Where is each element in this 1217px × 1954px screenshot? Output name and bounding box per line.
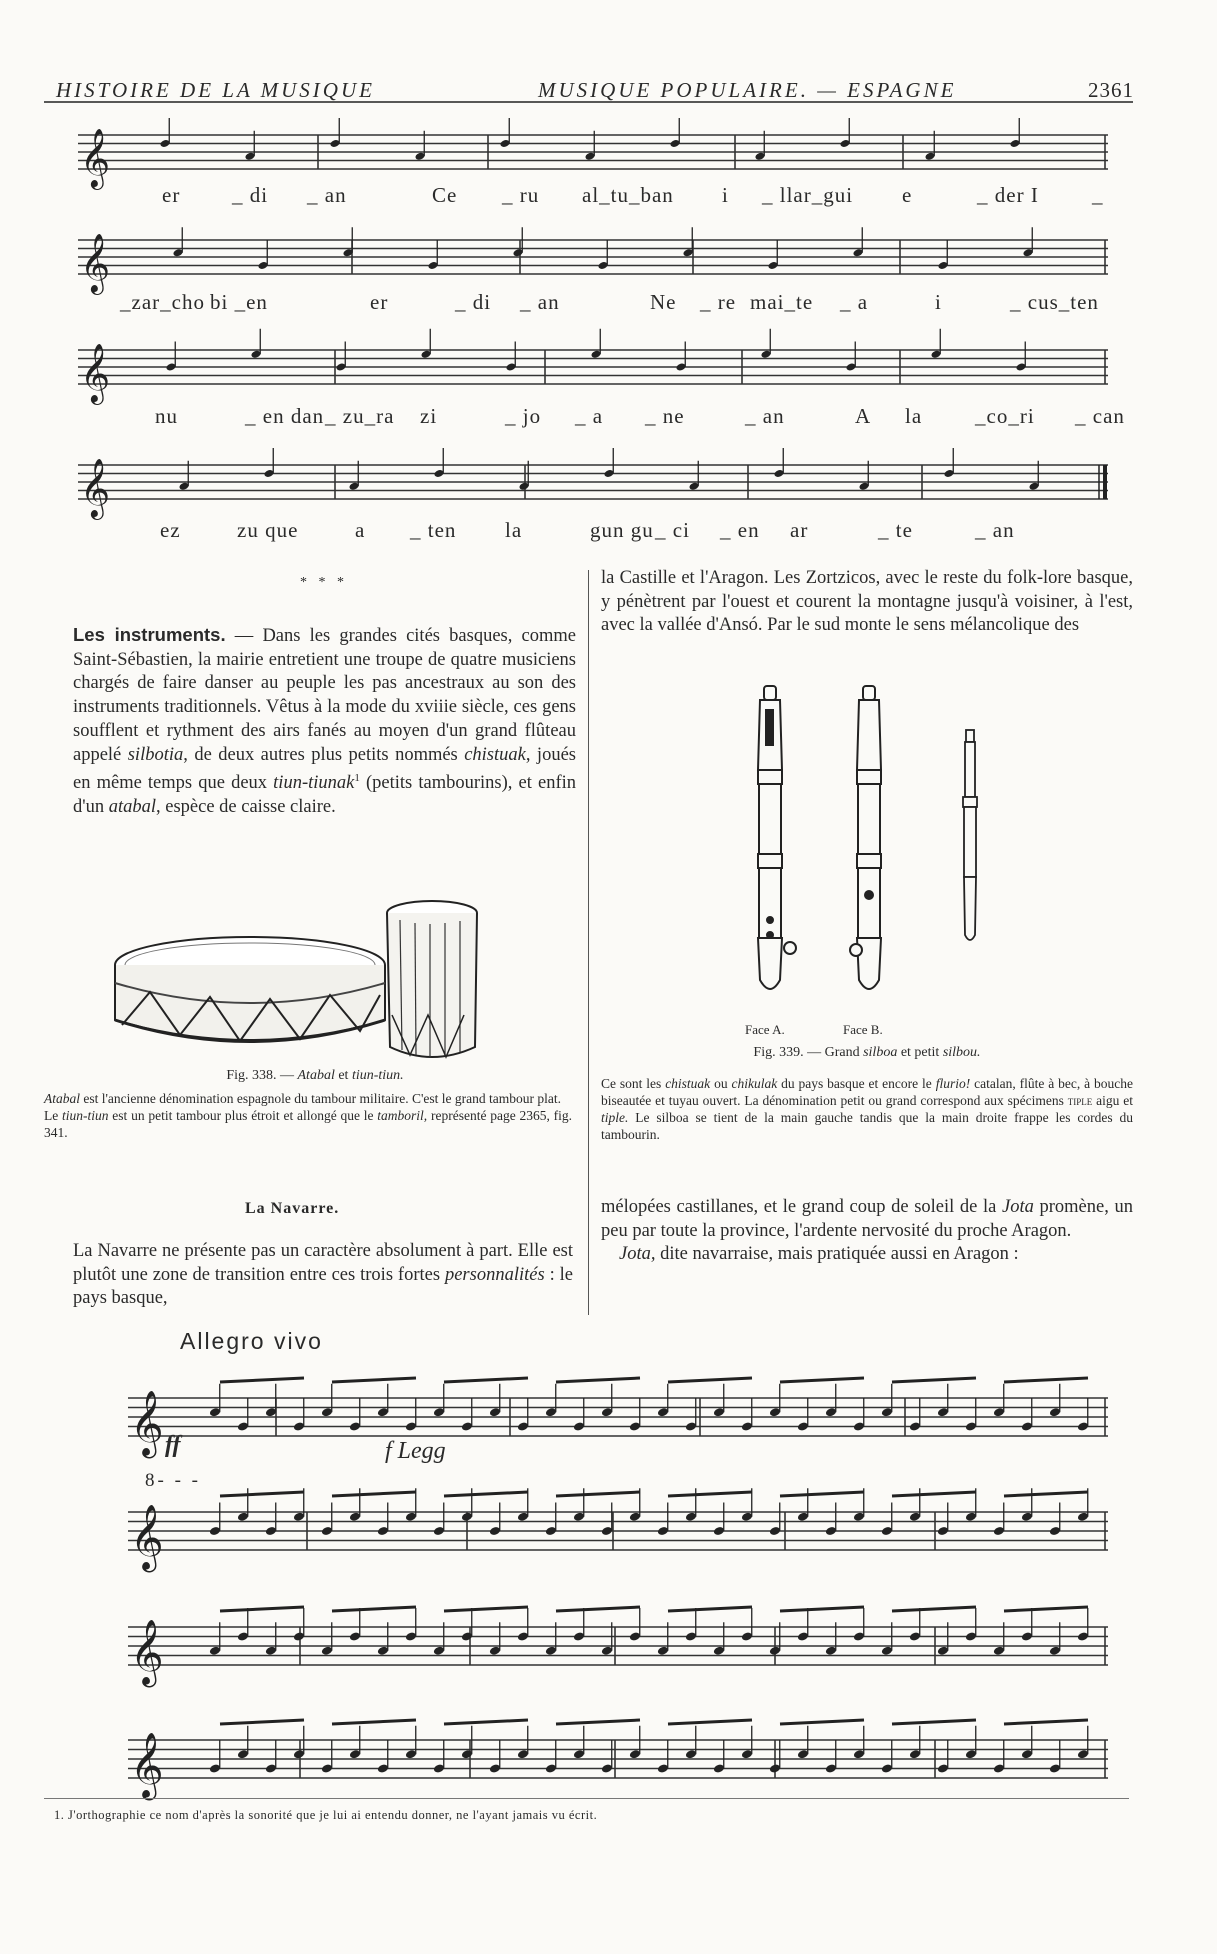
svg-text:𝄞: 𝄞 bbox=[130, 1732, 164, 1798]
right-paragraph-1: la Castille et l'Aragon. Les Zortzicos, avec le reste du folk-lore basque, y pénètrent par l'ouest et courent la montagne jusqu'à voisiner, à l'est, avec la vallée d'Ansó. Par le sud monte le sens mélancolique des bbox=[601, 568, 1133, 636]
lyric-syllable: _ an bbox=[307, 183, 347, 207]
lyric-syllable: mai_te bbox=[750, 290, 814, 314]
fig339-caption: Ce sont les chistuak ou chikulak du pays basque et encore le flurio! catalan, flûte à bec, à bouche biseautée et tuyau ouvert. La dénomination petit ou grand correspond aux spécimens tiple aigu et tiple. Le silboa se tient de la main gauche tandis que la main droite frappe les cordes du tambourin. bbox=[601, 1076, 1133, 1142]
jota-staff-1 bbox=[128, 1390, 1108, 1459]
beam bbox=[668, 1492, 752, 1496]
jota-notes-3 bbox=[209, 1608, 1089, 1656]
beam bbox=[1004, 1720, 1088, 1724]
lyric-syllable: bi _en bbox=[210, 290, 268, 314]
beam bbox=[780, 1607, 864, 1611]
lyric-syllable: i bbox=[722, 183, 729, 207]
lyric-syllable: la bbox=[505, 518, 523, 542]
beam bbox=[332, 1607, 416, 1611]
beam bbox=[892, 1492, 976, 1496]
beam bbox=[220, 1607, 304, 1611]
face-a-label: Face A. bbox=[745, 1022, 785, 1037]
lyric-syllable: a bbox=[355, 518, 366, 542]
lyric-syllable: nu bbox=[155, 404, 178, 428]
lyric-syllable: _ jo bbox=[505, 404, 542, 428]
beam bbox=[444, 1720, 528, 1724]
lyric-syllable: _ an bbox=[520, 290, 560, 314]
flutes-illustration bbox=[730, 680, 1030, 1000]
navarre-heading: La Navarre. bbox=[245, 1200, 340, 1217]
lyric-syllable: al_tu_ban bbox=[582, 183, 674, 207]
lyric-syllable: _ di bbox=[232, 183, 269, 207]
beam bbox=[1004, 1492, 1088, 1496]
tiun-tiun-drum bbox=[387, 901, 477, 1057]
lyric-syllable: _ der I bbox=[977, 183, 1039, 207]
lyric-syllable: _ ru bbox=[502, 183, 540, 207]
beam bbox=[780, 1492, 864, 1496]
jota-score bbox=[0, 1340, 1217, 1798]
ottava-marking: 8- - - bbox=[145, 1470, 201, 1491]
beam bbox=[220, 1720, 304, 1724]
lyric-syllable: _ llar_gui bbox=[762, 183, 854, 207]
jota-staff-3 bbox=[128, 1619, 1108, 1688]
lyric-syllable: _ te bbox=[878, 518, 913, 542]
lyric-syllable: _ di bbox=[455, 290, 492, 314]
lyric-syllable: er bbox=[162, 183, 181, 207]
beam bbox=[780, 1378, 864, 1382]
lyric-syllable: _zar_cho bbox=[120, 290, 205, 314]
beam bbox=[668, 1607, 752, 1611]
lyric-syllable: _ zu_ra bbox=[325, 404, 395, 428]
lyric-syllable: zu que bbox=[237, 518, 299, 542]
song-staff-2 bbox=[78, 234, 1108, 295]
beam bbox=[556, 1378, 640, 1382]
svg-text:𝄞: 𝄞 bbox=[80, 234, 111, 293]
right-paragraph-2: mélopées castillanes, et le grand coup de soleil de la Jota promène, un peu par toute la province, l'ardente nervosité du proche Aragon. Jota, dite navarraise, mais pratiquée aussi en Aragon : bbox=[601, 1197, 1133, 1265]
beam bbox=[556, 1492, 640, 1496]
lyric-syllable: _ an bbox=[745, 404, 785, 428]
footnote: 1. J'orthographie ce nom d'après la sonorité que je lui ai entendu donner, ne l'ayant jamais vu écrit. bbox=[54, 1808, 598, 1822]
atabal-drum bbox=[115, 937, 385, 1042]
fig338-caption: Atabal est l'ancienne dénomination espagnole du tambour militaire. C'est le grand tambour plat. Le tiun-tiun est un petit tambour plus étroit et allongé que le tamboril, représenté page 2365, fig. 341. bbox=[44, 1091, 572, 1140]
beam bbox=[332, 1378, 416, 1382]
svg-text:𝄞: 𝄞 bbox=[80, 129, 111, 188]
beam bbox=[892, 1720, 976, 1724]
silbou-small bbox=[963, 730, 977, 940]
beam bbox=[220, 1378, 304, 1382]
beam bbox=[444, 1492, 528, 1496]
lyric-syllable: A bbox=[855, 404, 872, 428]
lyric-syllable: _ cus_ten bbox=[1010, 290, 1099, 314]
lyric-syllable: _ a bbox=[575, 404, 604, 428]
beam bbox=[780, 1720, 864, 1724]
dynamic-ff: ff bbox=[165, 1432, 181, 1458]
beam bbox=[332, 1492, 416, 1496]
navarre-paragraph: La Navarre ne présente pas un caractère absolument à part. Elle est plutôt une zone de transition entre ces trois fortes personnalités : le pays basque, bbox=[73, 1241, 573, 1309]
beam bbox=[444, 1607, 528, 1611]
lyric-syllable: zi bbox=[420, 404, 438, 428]
lyric-syllable: gun gu bbox=[590, 518, 654, 542]
song-staff-1 bbox=[78, 129, 1108, 190]
lyric-syllable: _ ci bbox=[655, 518, 690, 542]
lyric-syllable: _ re bbox=[700, 290, 737, 314]
dynamic-legg: f Legg bbox=[385, 1438, 446, 1464]
lyric-syllable: Ne bbox=[650, 290, 677, 314]
lyric-syllable: _ en bbox=[720, 518, 760, 542]
lyric-syllable: la bbox=[905, 404, 923, 428]
drums-illustration bbox=[110, 895, 510, 1075]
face-b-label: Face B. bbox=[843, 1022, 883, 1037]
beam bbox=[332, 1720, 416, 1724]
instruments-paragraph: Les instruments. — Dans les grandes cités basques, comme Saint-Sébastien, la mairie entretient une troupe de quatre musiciens chargés de faire danser au peuple les pas ancestraux au son des instruments traditionnels. Vêtus à la mode du xviiie siècle, ces gens soufflent et rythment des airs fanés au moyen d'un grand flûteau appelé silbotia, de deux autres plus petits nommés chistuak, joués en même temps que deux tiun-tiunak$^1$ (petits tambourins), et enfin d'un atabal, espèce de caisse claire. bbox=[73, 624, 576, 818]
lyric-syllable: _ ten bbox=[410, 518, 457, 542]
tempo-marking: Allegro vivo bbox=[180, 1328, 323, 1354]
lyric-syllable: Ce bbox=[432, 183, 458, 207]
svg-text:𝄞: 𝄞 bbox=[130, 1390, 164, 1456]
jota-staff-2 bbox=[128, 1504, 1108, 1573]
beam bbox=[1004, 1378, 1088, 1382]
fig338-title: Fig. 338. — Atabal et tiun-tiun. bbox=[226, 1068, 404, 1083]
header-center: MUSIQUE POPULAIRE. — ESPAGNE bbox=[538, 78, 957, 102]
lyric-syllable: _co_ri bbox=[975, 404, 1035, 428]
song-notes-4 bbox=[179, 448, 1040, 491]
header-left: HISTOIRE DE LA MUSIQUE bbox=[56, 78, 375, 102]
beam bbox=[556, 1720, 640, 1724]
lyric-syllable: i bbox=[935, 290, 942, 314]
lyric-syllable: _ ne bbox=[645, 404, 685, 428]
section-separator: * * * bbox=[300, 575, 348, 590]
beam bbox=[556, 1607, 640, 1611]
svg-text:𝄞: 𝄞 bbox=[130, 1619, 164, 1685]
lyric-syllable: _ en dan bbox=[245, 404, 325, 428]
beam bbox=[892, 1607, 976, 1611]
lyric-syllable: _ can bbox=[1075, 404, 1125, 428]
lyric-syllable: er bbox=[370, 290, 389, 314]
svg-text:𝄞: 𝄞 bbox=[80, 344, 111, 403]
beam bbox=[1004, 1607, 1088, 1611]
instruments-heading: Les instruments. bbox=[73, 624, 226, 645]
beam bbox=[220, 1492, 304, 1496]
svg-text:𝄞: 𝄞 bbox=[130, 1504, 164, 1570]
lyric-syllable: ez bbox=[160, 518, 181, 542]
lyric-syllable: e bbox=[902, 183, 913, 207]
beam bbox=[892, 1378, 976, 1382]
beam bbox=[668, 1378, 752, 1382]
column-divider bbox=[588, 570, 589, 1315]
song-score bbox=[0, 0, 1217, 560]
svg-text:𝄞: 𝄞 bbox=[80, 459, 111, 518]
lyric-syllable: _ a bbox=[840, 290, 869, 314]
beam bbox=[444, 1378, 528, 1382]
page-number: 2361 bbox=[1088, 78, 1134, 102]
lyric-syllable: ar bbox=[790, 518, 809, 542]
song-notes-1 bbox=[160, 118, 1021, 161]
flute-face-b bbox=[850, 686, 881, 989]
flute-face-a bbox=[758, 686, 796, 989]
beam bbox=[668, 1720, 752, 1724]
footnote-rule bbox=[44, 1798, 1129, 1799]
lyric-syllable: _ an bbox=[975, 518, 1015, 542]
fig339-title: Fig. 339. — Grand silboa et petit silbou. bbox=[753, 1045, 981, 1060]
lyric-syllable: _ bbox=[1092, 183, 1104, 207]
